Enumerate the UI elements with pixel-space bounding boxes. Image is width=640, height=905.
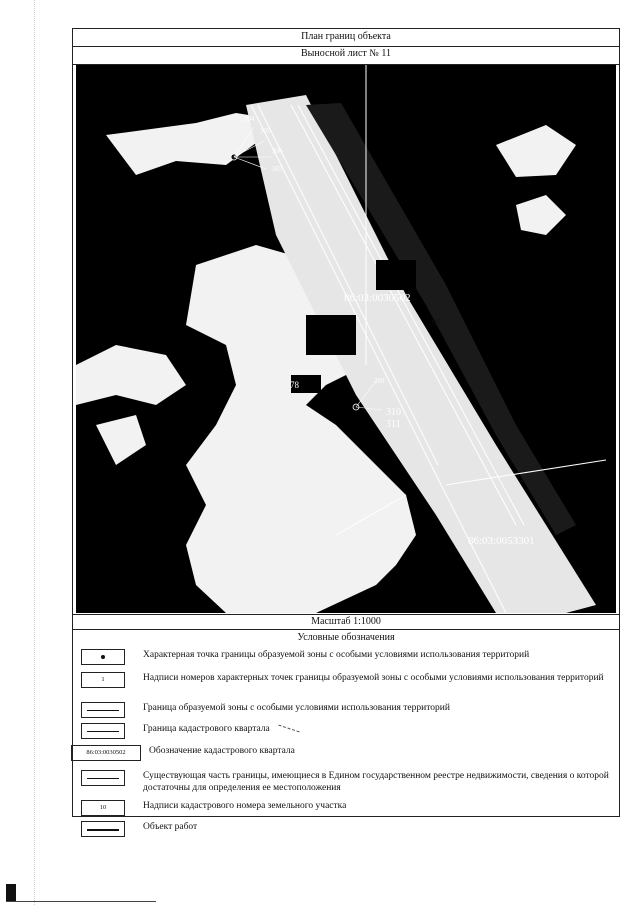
map-scale: Масштаб 1:1000: [73, 614, 619, 630]
legend-text: Граница образуемой зоны с особыми условиями использования территорий: [143, 703, 450, 713]
legend-text: Обозначение кадастрового квартала: [149, 746, 295, 756]
legend-item-quarter-boundary: [81, 723, 613, 739]
legend-text: Существующая часть границы, имеющиеся в Едином государственном реестре недвижимости, сведения о которой достаточны для определения ее местоположения: [143, 771, 609, 793]
legend-text: Граница кадастрового квартала: [143, 723, 613, 735]
legend-item-point-numbers: [81, 672, 613, 688]
legend-item-quarter-label: [81, 745, 613, 761]
legend-item-parcel-number: [81, 800, 613, 816]
legend-text: Характерная точка границы образуемой зоны с особыми условиями использования территорий: [143, 650, 530, 660]
quarter-label-b: 86:03:0053301: [468, 535, 535, 547]
quarter-label-a: 86:03:0030502: [344, 292, 411, 304]
legend-item-work-object: [81, 821, 613, 837]
dark-block-c: [306, 315, 356, 355]
terrain-patch-right-mid: [516, 195, 566, 235]
map-svg: [76, 65, 616, 613]
point-label-310: 310: [386, 407, 401, 418]
legend-title: Условные обозначения: [297, 632, 395, 643]
point-label-311: 311: [386, 419, 401, 430]
legend-text: Надписи кадастрового номера земельного участка: [143, 801, 347, 811]
point-label-304: 304: [244, 115, 255, 123]
terrain-patch-right-top: [496, 125, 576, 177]
document-title: План границ объекта: [73, 29, 619, 47]
legend-symbol-point: [81, 649, 125, 665]
zone-line-icon: [87, 710, 119, 711]
legend-symbol-existing-line: [81, 770, 125, 786]
legend-text: Объект работ: [143, 822, 198, 832]
point-label-309: 309: [374, 377, 385, 385]
legend-symbol-quarter-label: 86:03:0030502: [71, 745, 141, 761]
legend-symbol-quarter-line: [81, 723, 125, 739]
scan-mark: [6, 884, 16, 902]
document-frame: [72, 28, 620, 832]
legend-item-zone-boundary: [81, 702, 613, 718]
legend-symbol-work-object: [81, 821, 125, 837]
quarter-line-icon: [87, 731, 119, 732]
point-dot-icon: [101, 655, 105, 659]
point-label-307: 307: [272, 165, 283, 173]
legend-symbol-parcel-number: 10: [81, 800, 125, 816]
legend-text: Надписи номеров характерных точек границы образуемой зоны с особыми условиями использования территорий: [143, 673, 604, 683]
legend-symbol-zone-line: [81, 702, 125, 718]
legend-symbol-number: 1: [81, 672, 125, 688]
parcel-label-78: 78: [290, 380, 299, 390]
sheet-number: Выносной лист № 11: [73, 46, 619, 65]
terrain-patch-far-left: [96, 415, 146, 465]
dark-block-b: [376, 260, 416, 290]
point-label-305: 305: [260, 127, 271, 135]
parcel-label-97: 97: [432, 318, 441, 328]
work-object-line-icon: [87, 829, 119, 831]
legend-item-point: [81, 649, 613, 665]
map-view: [76, 65, 616, 613]
point-label-306: 306: [272, 147, 283, 155]
page-margin-line: [34, 0, 35, 905]
dashed-boundary-icon: [278, 725, 299, 733]
legend-item-existing-boundary: [81, 770, 613, 794]
existing-line-icon: [87, 778, 119, 779]
terrain-patch-left: [76, 345, 186, 405]
footer-rule: [6, 901, 156, 902]
